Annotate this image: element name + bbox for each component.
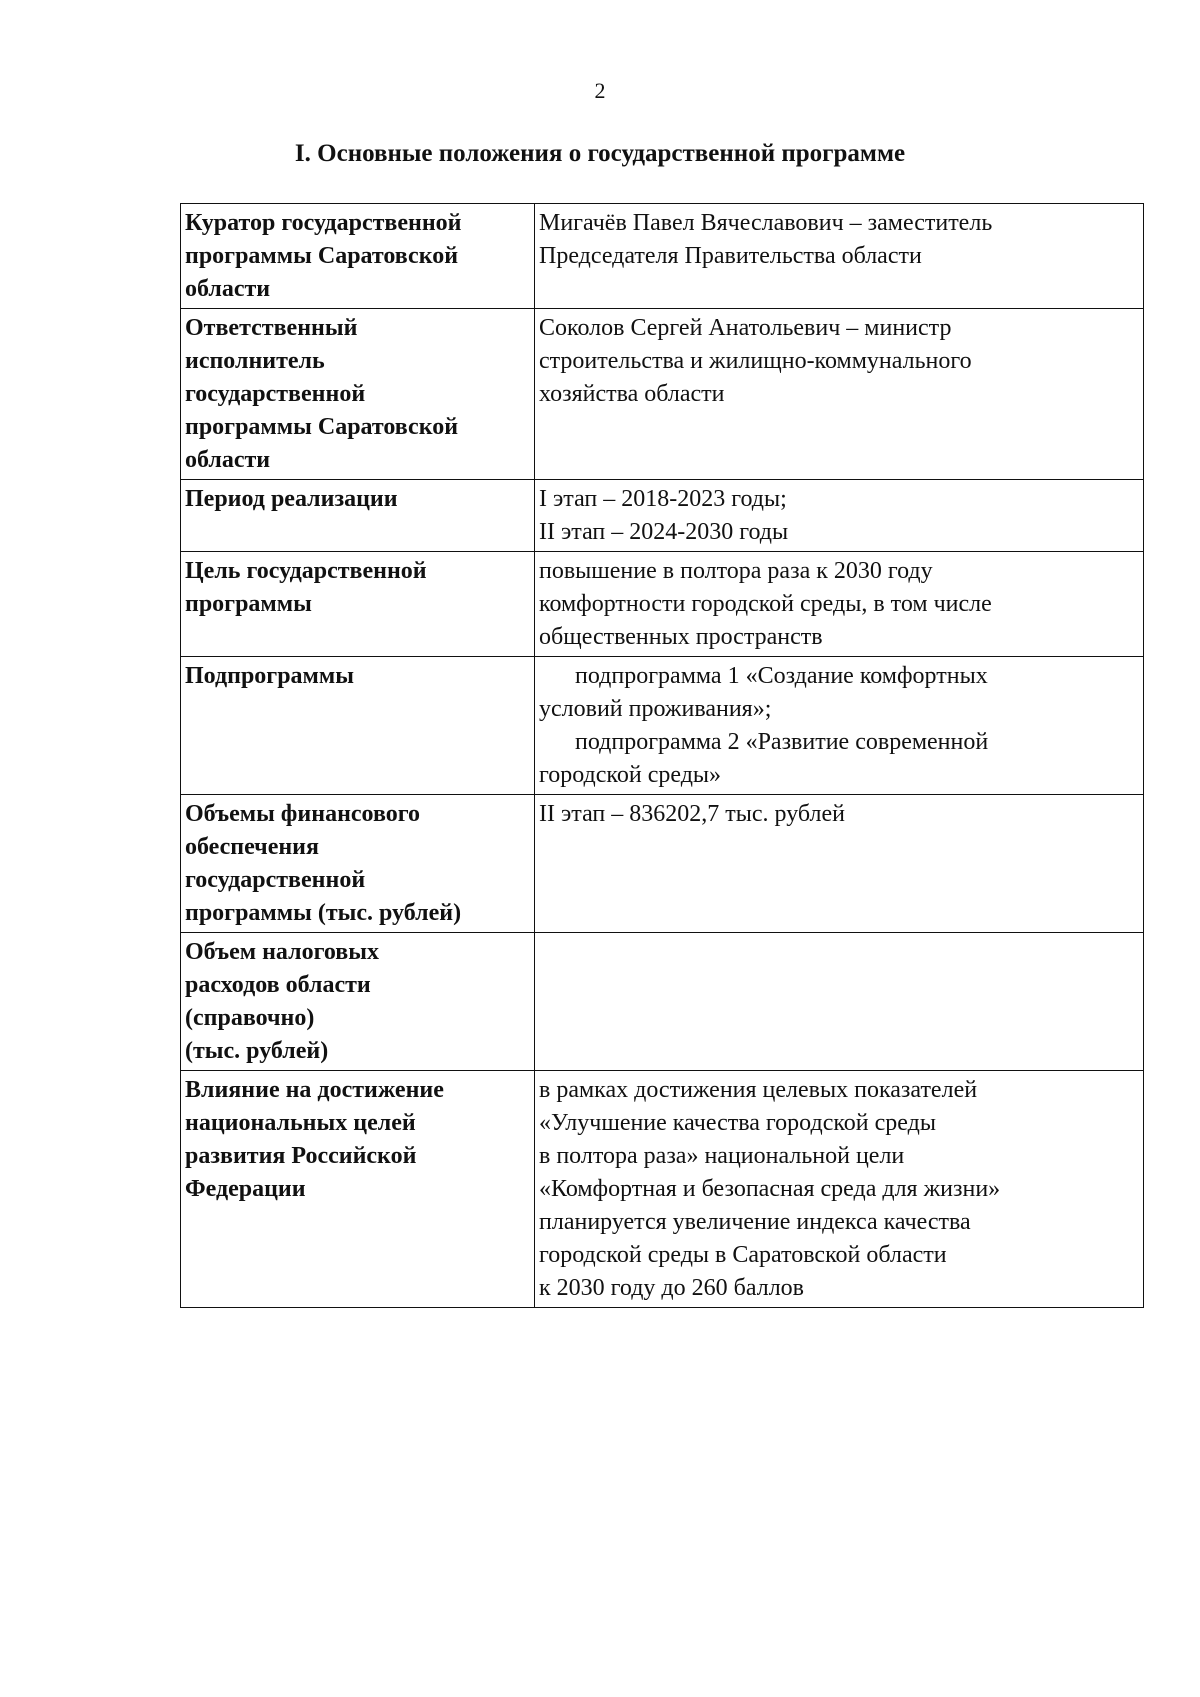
row-value: [535, 657, 1144, 795]
row-label: [181, 657, 535, 795]
row-value: [535, 1071, 1144, 1308]
value-line: подпрограмма 1 «Создание комфортных: [575, 663, 988, 689]
label-line: Влияние на достижение: [185, 1077, 444, 1103]
row-value: [535, 795, 1144, 933]
label-line: (тыс. рублей): [185, 1038, 329, 1064]
value-line: Председателя Правительства области: [539, 243, 922, 269]
value-line: Мигачёв Павел Вячеславович – заместитель: [539, 210, 993, 236]
row-label: [181, 795, 535, 933]
value-line: в рамках достижения целевых показателей: [539, 1077, 978, 1103]
table-row-funding: [181, 795, 1144, 933]
label-line: области: [185, 447, 271, 473]
table-row-responsible: [181, 309, 1144, 480]
value-line: повышение в полтора раза к 2030 году: [539, 558, 933, 584]
label-line: Ответственный: [185, 315, 358, 341]
label-line: Федерации: [185, 1176, 306, 1202]
value-line: комфортности городской среды, в том числе: [539, 591, 992, 617]
label-line: программы (тыс. рублей): [185, 900, 462, 926]
row-label: [181, 309, 535, 480]
row-value: [535, 552, 1144, 657]
label-line: области: [185, 276, 271, 302]
value-line: подпрограмма 2 «Развитие современной: [575, 729, 989, 755]
label-line: обеспечения: [185, 834, 319, 860]
label-line: программы: [185, 591, 312, 617]
label-line: (справочно): [185, 1005, 315, 1031]
row-value-empty: [535, 933, 1144, 1071]
page-number: 2: [594, 78, 606, 103]
row-value: [535, 309, 1144, 480]
value-line: условий проживания»;: [539, 696, 772, 722]
table-row-curator: [181, 204, 1144, 309]
label-line: расходов области: [185, 972, 371, 998]
value-line: Соколов Сергей Анатольевич – министр: [539, 315, 952, 341]
row-value: [535, 480, 1144, 552]
label-line: Цель государственной: [185, 558, 427, 584]
value-line: общественных пространств: [539, 624, 823, 650]
label-line: развития Российской: [185, 1143, 417, 1169]
label-line: исполнитель: [185, 348, 325, 374]
value-line: I этап – 2018-2023 годы;: [539, 486, 787, 512]
value-line: городской среды»: [539, 762, 722, 788]
row-value: [535, 204, 1144, 309]
row-label: [181, 480, 535, 552]
label-line: Куратор государственной: [185, 210, 462, 236]
row-label: [181, 933, 535, 1071]
label-line: государственной: [185, 867, 366, 893]
value-line: II этап – 836202,7 тыс. рублей: [539, 801, 845, 827]
row-label: [181, 552, 535, 657]
row-label: [181, 204, 535, 309]
label-line: программы Саратовской: [185, 414, 459, 440]
value-line: строительства и жилищно-коммунального: [539, 348, 972, 374]
table-row-tax-expenses: [181, 933, 1144, 1071]
label-line: Объемы финансового: [185, 801, 421, 827]
label-line: программы Саратовской: [185, 243, 459, 269]
label-line: Объем налоговых: [185, 939, 379, 965]
table-row-subprograms: [181, 657, 1144, 795]
label-line: национальных целей: [185, 1110, 416, 1136]
value-line: в полтора раза» национальной цели: [539, 1143, 905, 1169]
value-line: «Улучшение качества городской среды: [539, 1110, 936, 1136]
value-line: хозяйства области: [539, 381, 725, 407]
value-line: городской среды в Саратовской области: [539, 1242, 947, 1268]
value-line: «Комфортная и безопасная среда для жизни»: [539, 1176, 1001, 1202]
value-line: планируется увеличение индекса качества: [539, 1209, 971, 1235]
table-row-period: [181, 480, 1144, 552]
label-line: государственной: [185, 381, 366, 407]
section-title: I. Основные положения о государственной программе: [294, 140, 906, 167]
program-passport-table: [180, 203, 1144, 1308]
row-label: [181, 1071, 535, 1308]
value-line: II этап – 2024-2030 годы: [539, 519, 789, 545]
table-row-goal: [181, 552, 1144, 657]
label-line: Подпрограммы: [185, 663, 354, 689]
value-line: к 2030 году до 260 баллов: [539, 1275, 804, 1301]
label-line: Период реализации: [185, 486, 398, 512]
table-row-national-goals: [181, 1071, 1144, 1308]
